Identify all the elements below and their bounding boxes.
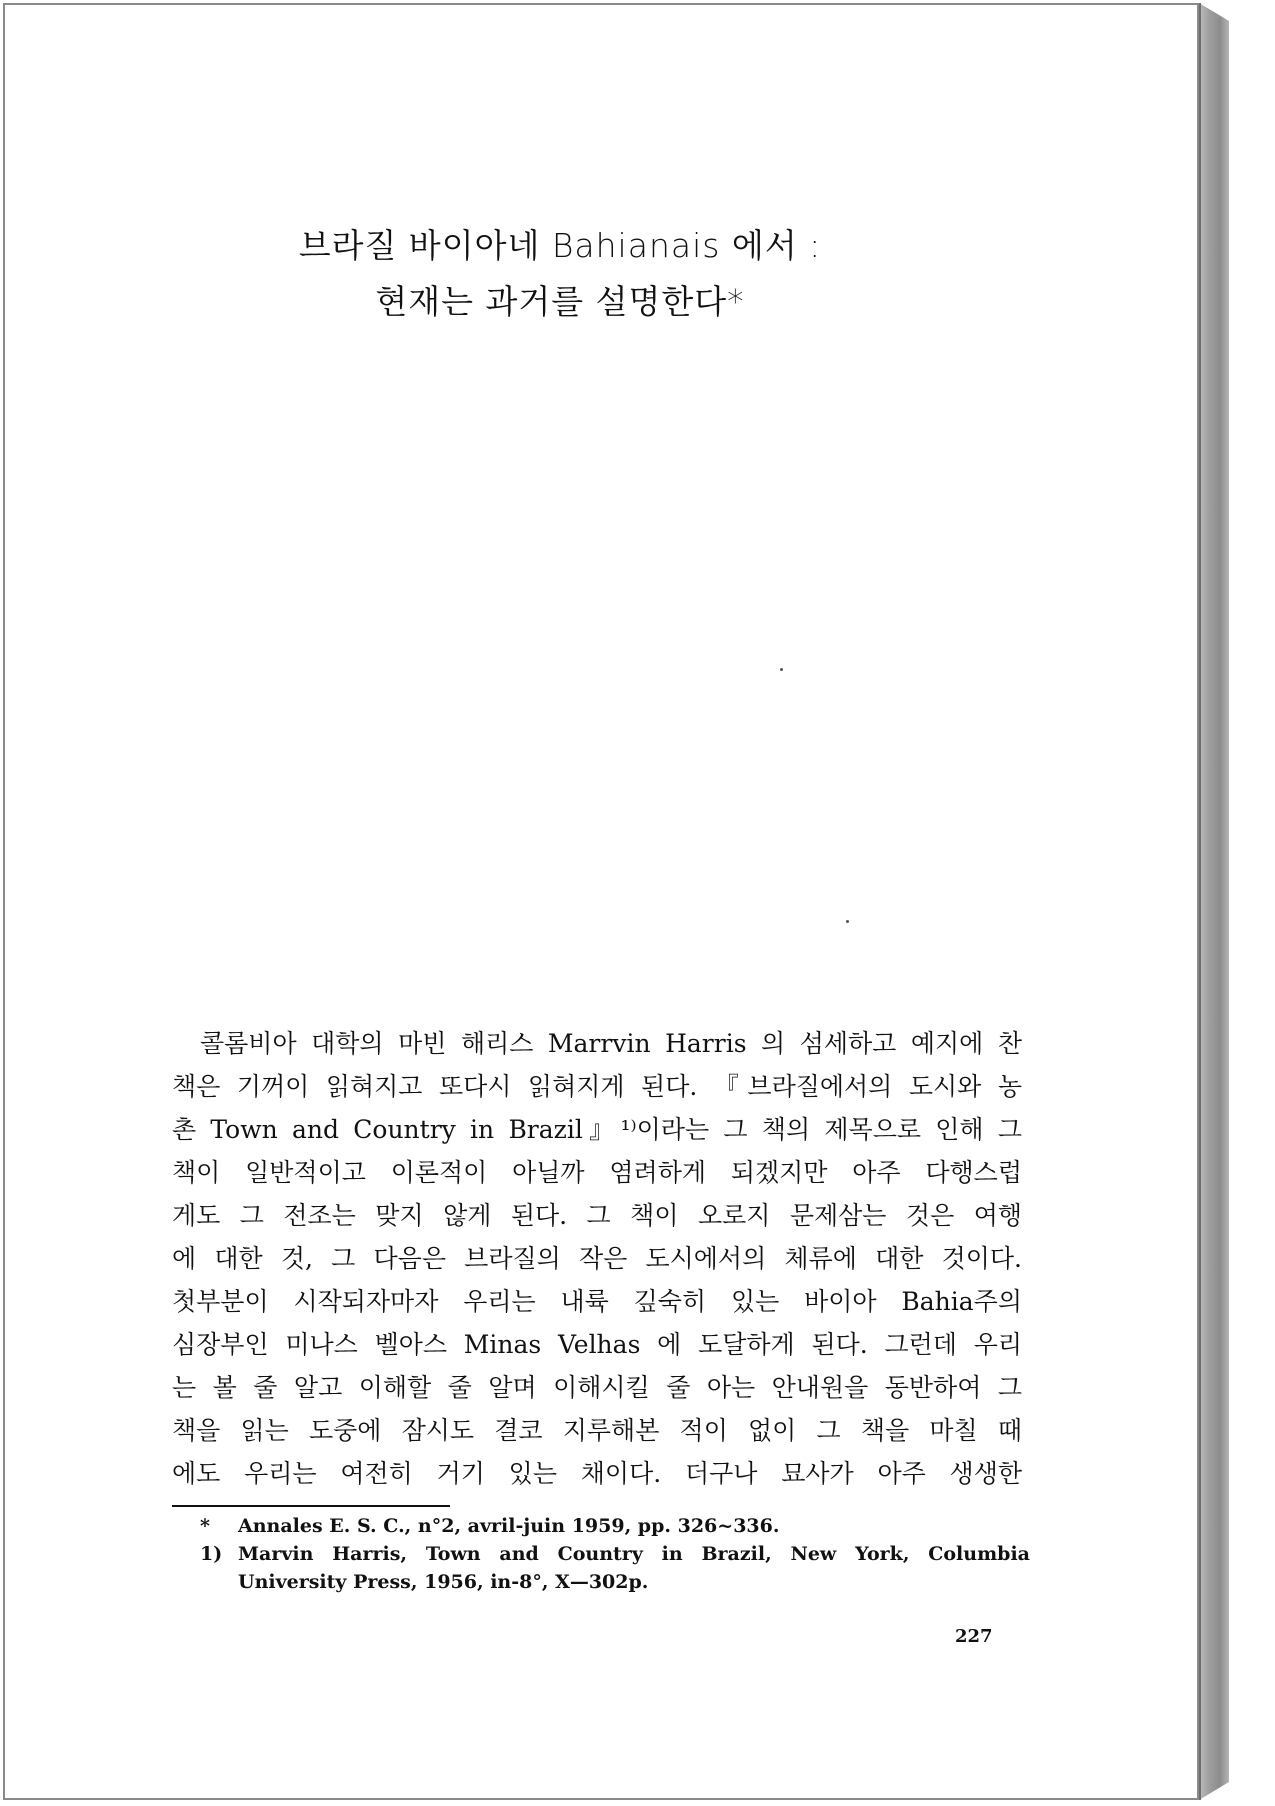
chapter-title-line-1: 브라질 바이아네 Bahianais 에서 : [298,226,822,265]
body-line: 책을 읽는 도중에 잠시도 결코 지루해본 적이 없이 그 책을 마칠 때 [172,1416,1022,1445]
footnote-text [238,1540,1030,1596]
footnote-1 [200,1540,1030,1596]
body-line: 에 대한 것, 그 다음은 브라질의 작은 도시에서의 체류에 대한 것이다. [172,1244,1022,1273]
body-line: 첫부분이 시작되자마자 우리는 내륙 깊숙히 있는 바이아 Bahia주의 [172,1287,1022,1316]
footnote-line: Marvin Harris, Town and Country in Brazil, New York, Columbia [238,1543,1030,1565]
body-line: 촌 Town and Country in Brazil』¹⁾이라는 그 책의 제목으로 인해 그 [172,1115,1022,1144]
page-stack-edge [1199,3,1229,1800]
scan-speck [780,668,783,671]
footnote-line: University Press, 1956, in-8°, X—302p. [238,1571,649,1593]
footnote-line: Annales E. S. C., n°2, avril-juin 1959, pp. 326~336. [238,1515,780,1537]
scan-speck [846,920,849,923]
chapter-title-line-2: 현재는 과거를 설명한다* [375,282,745,321]
body-line: 콜롬비아 대학의 마빈 해리스 Marrvin Harris 의 섬세하고 예지에 찬 [200,1029,1022,1058]
page-number: 227 [955,1626,993,1647]
body-line: 책이 일반적이고 이론적이 아닐까 염려하게 되겠지만 아주 다행스럽 [172,1158,1022,1187]
body-line: 에도 우리는 여전히 거기 있는 채이다. 더구나 묘사가 아주 생생한 [172,1459,1022,1488]
footnote-mark: * [200,1515,210,1537]
body-text [172,1022,1022,1495]
footnotes [200,1512,1030,1596]
body-line: 심장부인 미나스 벨아스 Minas Velhas 에 도달하게 된다. 그런데 우리 [172,1330,1022,1359]
body-line: 책은 기꺼이 읽혀지고 또다시 읽혀지게 된다. 『브라질에서의 도시와 농 [172,1072,1022,1101]
footnote-star [200,1512,1030,1540]
body-line: 는 볼 줄 알고 이해할 줄 알며 이해시킬 줄 아는 안내원을 동반하여 그 [172,1373,1022,1402]
footnote-text [238,1512,1030,1540]
chapter-title [180,218,940,330]
footnote-mark: 1) [200,1543,223,1565]
page-stack-shadow [1199,3,1201,1800]
body-line: 게도 그 전조는 맞지 않게 된다. 그 책이 오로지 문제삼는 것은 여행 [172,1201,1022,1230]
footnote-divider [172,1505,450,1507]
